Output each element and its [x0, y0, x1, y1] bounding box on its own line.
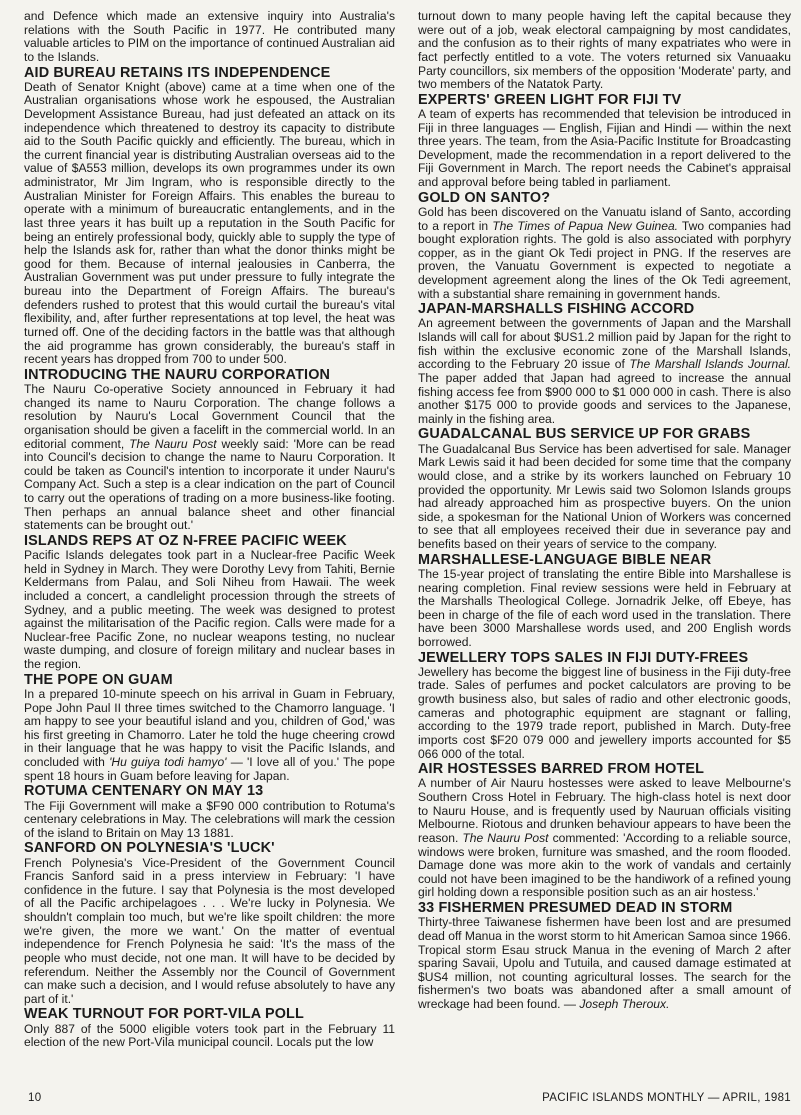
article-headline: ROTUMA CENTENARY ON MAY 13 [24, 783, 264, 800]
text-run: An agreement between the governments of Japan and the Marshall Islands will call for about $US1.2 million paid by Japan for the right to fish within the exclusive economic zone of the Marshall Islands, according to the February 20 issue of [418, 316, 791, 372]
article-headline: ISLANDS REPS AT OZ N-FREE PACIFIC WEEK [24, 532, 347, 549]
article-body [418, 108, 791, 190]
text-run: The 15-year project of translating the entire Bible into Marshallese is nearing completion. Final review sessions were held in February at the Marshalls Theological College. Jornadrik Jelke, off Ebeye, has been in charge of the file of each word used in the translation. There have been 3000 Marshallese words used, and 200 English words borrowed. [418, 566, 791, 650]
left-column-intro: and Defence which made an extensive inquiry into Australia's relations with the South Pacific in 1977. He contributed many valuable articles to PIM on the importance of continued Australian aid to the Islands. [24, 10, 395, 64]
article [24, 672, 395, 784]
article-body [24, 857, 395, 1007]
article [418, 900, 791, 1012]
article-body [418, 777, 791, 900]
text-run: Gold has been discovered on the Vanuatu island of Santo, according to a report in [418, 204, 791, 233]
article-body [24, 688, 395, 783]
article-body [24, 81, 395, 367]
article-body [418, 916, 791, 1011]
article-headline: AIR HOSTESSES BARRED FROM HOTEL [418, 761, 705, 778]
italic-text-run: The Nauru Post [129, 436, 217, 451]
article-body [418, 443, 791, 552]
text-run: Only 887 of the 5000 eligible voters took part in the February 11 election of the new Port-Vila municipal council. Locals put the low [24, 1021, 395, 1050]
text-run: weekly said: 'More can be read into Council's decision to change the name to Nauru Corporation. It could be taken as Council's intention to incorporate it under Nauru's Company Act. Such a step is a clear indication on the part of Council to carry out the operations of trading on a more business-like footing. Then perhaps an annual balance sheet and other financial statements can be brought out.' [24, 436, 395, 533]
article [418, 650, 791, 762]
left-articles [24, 65, 395, 1050]
text-run: — 'I love all of you.' The pope spent 18 hours in Guam before leaving for Japan. [24, 755, 395, 783]
text-run: The Guadalcanal Bus Service has been advertised for sale. Manager Mark Lewis said it had been decided for some time that the company would close, and a strike by its workers launched on February 10 provided the opportunity. Mr Lewis said two Solomon Islands groups had already approached him as prospective buyers. On the union side, a spokesman for the National Union of Workers was concerned to see that all employees received their due in severance pay and benefits based on their years of service to the company. [418, 441, 791, 552]
article [418, 426, 791, 551]
article-body [418, 317, 791, 426]
article [24, 840, 395, 1006]
text-run: The paper added that Japan had agreed to increase the annual fishing access fee from $900 000 to $1 000 000 in cash. There is also another $175 000 to provide goods and services to the Japanese, mainly in the fishing area. [418, 370, 791, 426]
text-run: commented: 'According to a reliable source, windows were broken, furniture was smashed, and the room flooded. Damage done was more akin to the work of vandals and certainly could not have been imagined to be the handiwork of a refined young girl holding down a responsible position such as an air hostess.' [418, 830, 791, 900]
article-headline: WEAK TURNOUT FOR PORT-VILA POLL [24, 1006, 304, 1023]
article [418, 761, 791, 900]
text-run: Thirty-three Taiwanese fishermen have been lost and are presumed dead off Manua in the worst storm to hit American Samoa since 1966. Tropical storm Esau struck Manua in the evening of March 2 after sparing Savaii, Upolu and Tutuila, and caused damage estimated at $US4 million, not counting agricultural losses. The search for the fishermen's two boats was abandoned after a small amount of wreckage had been found. — [418, 915, 791, 1011]
footer-publication: PACIFIC ISLANDS MONTHLY — APRIL, 1981 [542, 1092, 791, 1104]
article [24, 367, 395, 533]
text-run: Two companies had bought exploration rights. The gold is also associated with porphyry copper, as in the giant Ok Tedi project in PNG. If the reserves are proven, the Vanuatu Government is expected to negotiate a development agreement along the lines of the Ok Tedi agreement, with a substantial share remaining in government hands. [418, 218, 791, 301]
article-body [418, 568, 791, 650]
article [24, 65, 395, 367]
text-run: The Fiji Government will make a $F90 000 contribution to Rotuma's centenary celebrations in May. The celebrations will mark the cession of the island to Britain on May 13 1881. [24, 798, 395, 840]
article-headline: GOLD ON SANTO? [418, 189, 551, 206]
article-body [418, 666, 791, 761]
article [418, 190, 791, 302]
text-run: A number of Air Nauru hostesses were asked to leave Melbourne's Southern Cross Hotel in February. The high-class hotel is next door to Nauru House, and is frequently used by Nauruan officials visiting Melbourne. Riotous and drunken behaviour appears to have been the reason. [418, 776, 791, 845]
article [24, 1006, 395, 1049]
text-run: Death of Senator Knight (above) came at a time when one of the Australian organisations whose work he espoused, the Australian Development Assistance Bureau, had just defeated an attack on its independence which threatened to destroy its capacity to distribute aid to the South Pacific quickly and efficiently. The bureau, which in the current financial year is distributing Australian overseas aid to the value of $A553 million, develops its own programmes under its own administrator, Mr Jim Ingram, who is responsible directly to the Australian Minister for Foreign Affairs. This enables the bureau to operate with a minimum of bureaucratic entanglements, and in the last three years it has built up a reputation in the South Pacific for being an entirely professional body, quickly able to supply the type of help the Islands ask for, rather than what the donor thinks might be good for them. Because of internal jealousies in Canberra, the Australian Government was put under pressure to fully integrate the bureau into the Department of Foreign Affairs. The bureau's defenders rushed to protest that this would curtail the bureau's vital flexibility, and, after further representations at top level, the heat was turned off. One of the deciding factors in the battle was that although the aid programme has grown considerably, the bureau's staff in recent years has dropped from 700 to under 500. [24, 79, 395, 367]
right-articles [418, 92, 791, 1012]
article [418, 552, 791, 650]
article-headline: JAPAN-MARSHALLS FISHING ACCORD [418, 301, 695, 318]
article-body [24, 549, 395, 672]
article-body [24, 800, 395, 841]
article-headline: EXPERTS' GREEN LIGHT FOR FIJI TV [418, 91, 682, 108]
left-column [24, 10, 395, 1052]
italic-text-run: The Marshall Islands Journal. [629, 357, 791, 372]
article [24, 533, 395, 672]
text-run: A team of experts has recommended that television be introduced in Fiji in three languages — English, Fijian and Hindi — within the next three years. The team, from the Asia-Pacific Institute for Broadcasting Development, made the recommendation in a report delivered to the Fiji Government in March. The report needs the Cabinet's appraisal and approval before being tabled in parliament. [418, 106, 791, 190]
article-body [24, 1023, 395, 1050]
article [418, 301, 791, 426]
article-headline: MARSHALLESE-LANGUAGE BIBLE NEAR [418, 551, 712, 568]
italic-text-run: Joseph Theroux. [579, 997, 670, 1011]
text-run: French Polynesia's Vice-President of the Government Council Francis Sanford said in a press interview in February: 'I have confidence in the future. I say that Polynesia is the most developed of all the Pacific archipelagoes . . . We're lucky in Polynesia. We shouldn't complain too much, but we're like spoilt children: the more we're given, the more we want.' On the matter of eventual independence for French Polynesia he said: 'It's the mass of the people who must decide, not one man. It will have to be decided by referendum. Neither the Assembly nor the Council of Government can make such a decision, and I would refuse absolutely to have any part of it.' [24, 855, 395, 1006]
italic-text-run: The Nauru Post [462, 830, 549, 845]
text-run: Jewellery has become the biggest line of business in the Fiji duty-free trade. Sales of perfumes and pocket calculators are proving to be growth business also, but sales of radio and other electronic goods, cameras and photographic equipment are stagnant or falling, according to the 1979 trade report, published in March. Duty-free imports cost $F20 079 000 and jewellery imports accounted for $5 066 000 of the total. [418, 664, 791, 761]
text-run: Pacific Islands delegates took part in a Nuclear-free Pacific Week held in Sydney in March. They were Dorothy Levy from Tahiti, Bernie Keldermans from Palau, and Soli Niheu from Hawaii. The week included a concert, a candlelight procession through the streets of Sydney, and a public meeting. The week was designed to protest against the militarisation of the Pacific region. Calls were made for a Nuclear-free Pacific Zone, no nuclear weapons testing, no nuclear waste dumping, and closure of foreign military and nuclear bases in the region. [24, 548, 395, 672]
article-body [24, 383, 395, 533]
article [24, 783, 395, 840]
article-headline: 33 FISHERMEN PRESUMED DEAD IN STORM [418, 900, 733, 917]
page-number: 10 [28, 1092, 42, 1104]
italic-text-run: The Times of Papua New Guinea. [492, 218, 679, 233]
article-headline: INTRODUCING THE NAURU CORPORATION [24, 366, 331, 383]
article-body [418, 206, 791, 301]
article-headline: JEWELLERY TOPS SALES IN FIJI DUTY-FREES [418, 649, 749, 666]
article-headline: THE POPE ON GUAM [24, 671, 173, 688]
text-run: In a prepared 10-minute speech on his arrival in Guam in February, Pope John Paul II three times switched to the Chamorro language. 'I am happy to see your beautiful island and you, children of God,' was his first greeting in Chamorro. Later he told the huge cheering crowd in their language that he was happy to visit the Pacific Islands, and concluded with [24, 686, 395, 770]
right-column [418, 10, 791, 1030]
article [418, 92, 791, 190]
article-headline: GUADALCANAL BUS SERVICE UP FOR GRABS [418, 426, 751, 443]
article-headline: SANFORD ON POLYNESIA'S 'LUCK' [24, 840, 275, 857]
article-headline: AID BUREAU RETAINS ITS INDEPENDENCE [24, 64, 331, 81]
italic-text-run: 'Hu guiya todi hamyo' [109, 755, 227, 770]
text-run: The Nauru Co-operative Society announced in February it had changed its name to Nauru Corporation. The change follows a resolution by Nauru's Local Government Council that the organisation should be given a facelift in the commercial world. In an editorial comment, [24, 382, 395, 451]
right-column-intro: turnout down to many people having left the capital because they were out of a job, weak electoral campaigning by most candidates, and the confusion as to their rights of many expatriates who were in fact perfectly entitled to a vote. The voters returned six Vanuaaku Party councillors, six members of the opposition 'Moderate' party, and two members of the Natatok Party. [418, 10, 791, 92]
